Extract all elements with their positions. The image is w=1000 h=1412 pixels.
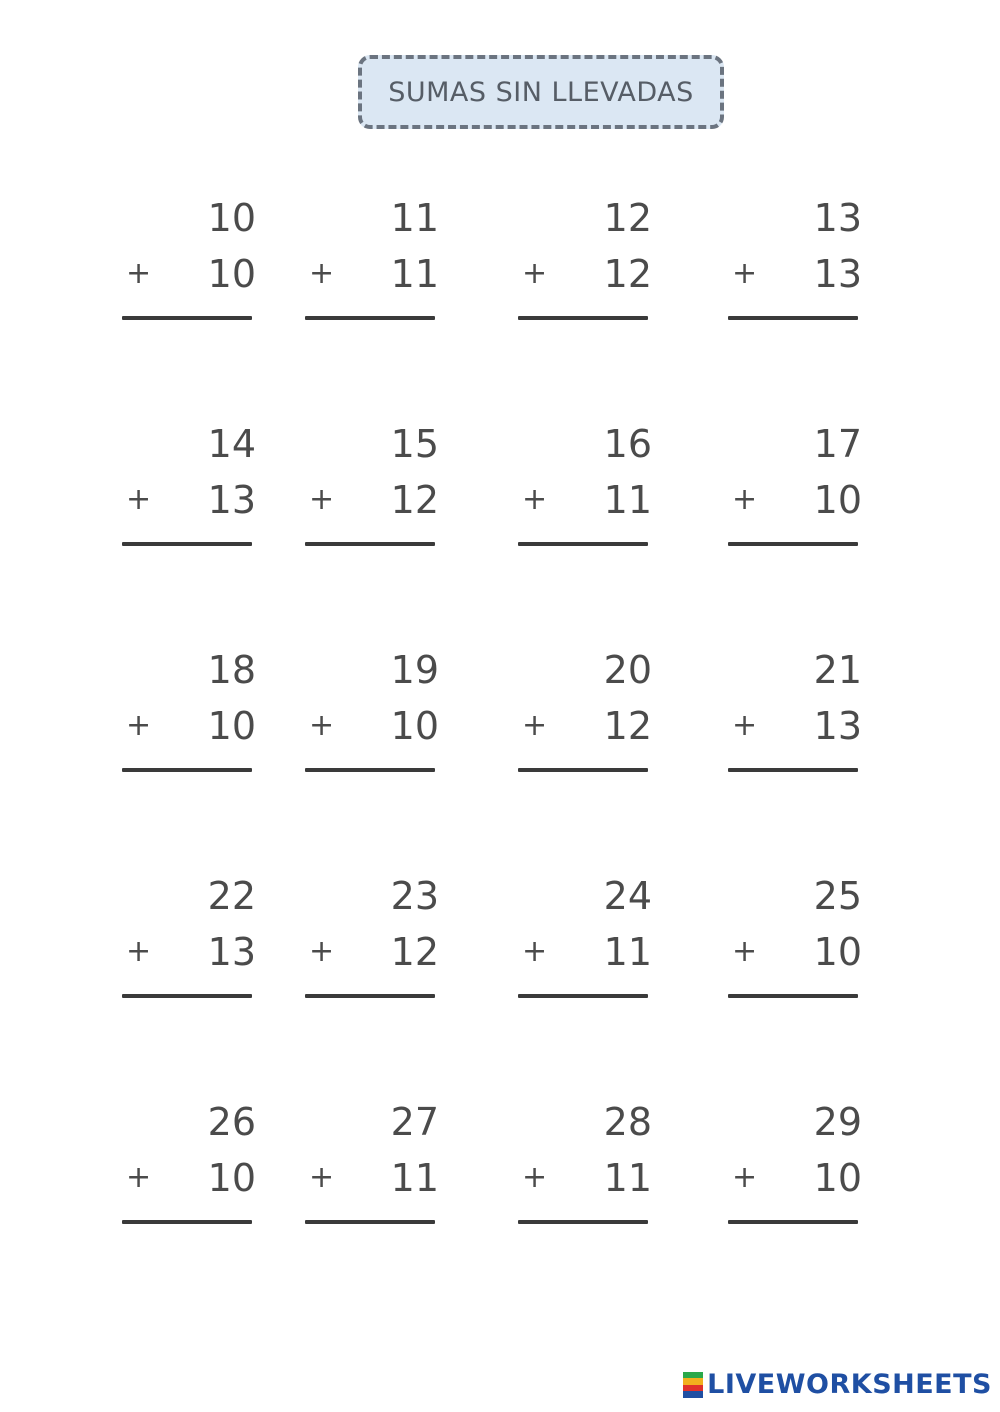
top-addend: 19 bbox=[390, 648, 439, 692]
answer-line[interactable] bbox=[122, 1220, 252, 1224]
bottom-addend: 11 bbox=[603, 930, 652, 974]
bottom-addend: 11 bbox=[390, 1156, 439, 1200]
plus-sign: + bbox=[522, 934, 548, 969]
top-addend: 27 bbox=[390, 1100, 439, 1144]
plus-sign: + bbox=[309, 256, 335, 291]
top-addend: 11 bbox=[390, 196, 439, 240]
addition-problem bbox=[122, 422, 262, 552]
addition-problem bbox=[728, 874, 868, 1004]
bottom-addend: 10 bbox=[207, 704, 256, 748]
top-addend: 18 bbox=[207, 648, 256, 692]
addition-problem bbox=[728, 1100, 868, 1230]
addition-problem bbox=[305, 422, 445, 552]
plus-sign: + bbox=[309, 1160, 335, 1195]
top-addend: 13 bbox=[813, 196, 862, 240]
answer-line[interactable] bbox=[305, 768, 435, 772]
bottom-addend: 13 bbox=[207, 930, 256, 974]
addition-problem bbox=[728, 422, 868, 552]
top-addend: 14 bbox=[207, 422, 256, 466]
plus-sign: + bbox=[309, 934, 335, 969]
answer-line[interactable] bbox=[728, 316, 858, 320]
plus-sign: + bbox=[309, 482, 335, 517]
addition-problem bbox=[518, 874, 658, 1004]
plus-sign: + bbox=[522, 1160, 548, 1195]
plus-sign: + bbox=[732, 482, 758, 517]
plus-sign: + bbox=[126, 934, 152, 969]
top-addend: 20 bbox=[603, 648, 652, 692]
addition-problem bbox=[305, 648, 445, 778]
addition-problem bbox=[122, 874, 262, 1004]
plus-sign: + bbox=[126, 482, 152, 517]
addition-problem bbox=[518, 196, 658, 326]
answer-line[interactable] bbox=[122, 994, 252, 998]
addition-problem bbox=[305, 196, 445, 326]
addition-problem bbox=[518, 1100, 658, 1230]
top-addend: 28 bbox=[603, 1100, 652, 1144]
answer-line[interactable] bbox=[728, 542, 858, 546]
answer-line[interactable] bbox=[122, 316, 252, 320]
bottom-addend: 13 bbox=[207, 478, 256, 522]
plus-sign: + bbox=[522, 256, 548, 291]
bottom-addend: 10 bbox=[813, 1156, 862, 1200]
top-addend: 24 bbox=[603, 874, 652, 918]
plus-sign: + bbox=[126, 708, 152, 743]
answer-line[interactable] bbox=[122, 768, 252, 772]
bottom-addend: 11 bbox=[603, 478, 652, 522]
addition-problem bbox=[518, 422, 658, 552]
bottom-addend: 12 bbox=[390, 478, 439, 522]
plus-sign: + bbox=[732, 708, 758, 743]
addition-problem bbox=[305, 1100, 445, 1230]
logo-text: LIVEWORKSHEETS bbox=[707, 1369, 992, 1400]
worksheet-title: SUMAS SIN LLEVADAS bbox=[388, 76, 694, 108]
bottom-addend: 13 bbox=[813, 252, 862, 296]
bottom-addend: 10 bbox=[813, 930, 862, 974]
bottom-addend: 10 bbox=[207, 252, 256, 296]
bottom-addend: 11 bbox=[390, 252, 439, 296]
plus-sign: + bbox=[732, 256, 758, 291]
plus-sign: + bbox=[732, 934, 758, 969]
addition-problem bbox=[122, 1100, 262, 1230]
top-addend: 17 bbox=[813, 422, 862, 466]
top-addend: 16 bbox=[603, 422, 652, 466]
answer-line[interactable] bbox=[305, 994, 435, 998]
answer-line[interactable] bbox=[518, 542, 648, 546]
answer-line[interactable] bbox=[518, 994, 648, 998]
top-addend: 26 bbox=[207, 1100, 256, 1144]
top-addend: 10 bbox=[207, 196, 256, 240]
bottom-addend: 12 bbox=[603, 252, 652, 296]
top-addend: 21 bbox=[813, 648, 862, 692]
answer-line[interactable] bbox=[305, 1220, 435, 1224]
answer-line[interactable] bbox=[728, 768, 858, 772]
addition-problem bbox=[122, 648, 262, 778]
answer-line[interactable] bbox=[518, 1220, 648, 1224]
plus-sign: + bbox=[522, 708, 548, 743]
logo-color-bar bbox=[683, 1391, 703, 1398]
liveworksheets-logo-icon bbox=[683, 1372, 703, 1398]
plus-sign: + bbox=[309, 708, 335, 743]
top-addend: 15 bbox=[390, 422, 439, 466]
top-addend: 25 bbox=[813, 874, 862, 918]
top-addend: 22 bbox=[207, 874, 256, 918]
addition-problem bbox=[518, 648, 658, 778]
plus-sign: + bbox=[126, 256, 152, 291]
addition-problem bbox=[122, 196, 262, 326]
plus-sign: + bbox=[732, 1160, 758, 1195]
liveworksheets-logo[interactable] bbox=[683, 1369, 992, 1400]
bottom-addend: 10 bbox=[207, 1156, 256, 1200]
answer-line[interactable] bbox=[305, 316, 435, 320]
answer-line[interactable] bbox=[728, 994, 858, 998]
answer-line[interactable] bbox=[518, 316, 648, 320]
bottom-addend: 10 bbox=[390, 704, 439, 748]
bottom-addend: 12 bbox=[390, 930, 439, 974]
addition-problem bbox=[728, 196, 868, 326]
answer-line[interactable] bbox=[305, 542, 435, 546]
bottom-addend: 10 bbox=[813, 478, 862, 522]
bottom-addend: 11 bbox=[603, 1156, 652, 1200]
top-addend: 23 bbox=[390, 874, 439, 918]
top-addend: 12 bbox=[603, 196, 652, 240]
answer-line[interactable] bbox=[122, 542, 252, 546]
plus-sign: + bbox=[522, 482, 548, 517]
bottom-addend: 12 bbox=[603, 704, 652, 748]
addition-problem bbox=[305, 874, 445, 1004]
bottom-addend: 13 bbox=[813, 704, 862, 748]
plus-sign: + bbox=[126, 1160, 152, 1195]
answer-line[interactable] bbox=[728, 1220, 858, 1224]
top-addend: 29 bbox=[813, 1100, 862, 1144]
answer-line[interactable] bbox=[518, 768, 648, 772]
addition-problem bbox=[728, 648, 868, 778]
